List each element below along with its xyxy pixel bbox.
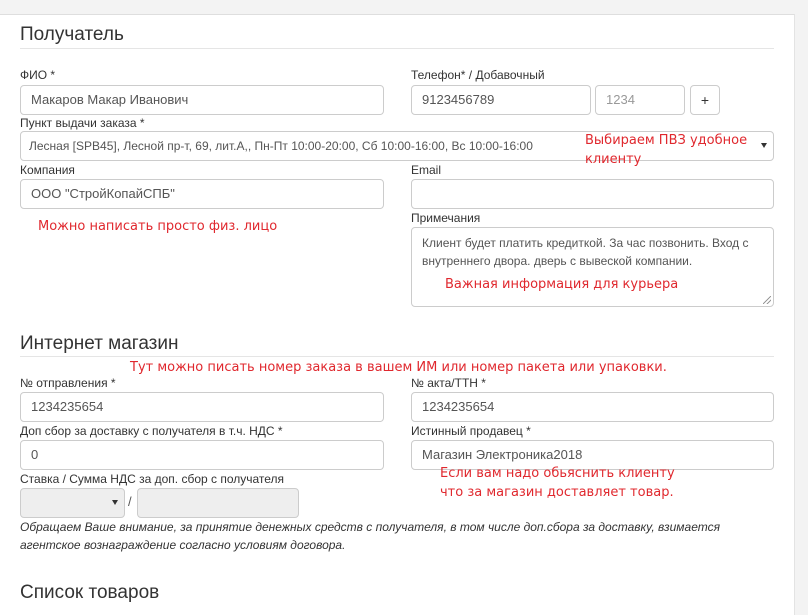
- phone-input[interactable]: 9123456789: [411, 85, 591, 115]
- resize-handle-icon[interactable]: [763, 296, 771, 304]
- seller-label: Истинный продавец *: [411, 424, 531, 438]
- section-title-goods: Список товаров: [20, 582, 160, 603]
- fio-input[interactable]: Макаров Макар Иванович: [20, 85, 384, 115]
- annotation-pvz-line2: клиенту: [585, 152, 642, 167]
- act-input[interactable]: 1234235654: [411, 392, 774, 422]
- section-title-shop: Интернет магазин: [20, 333, 179, 354]
- email-input[interactable]: [411, 179, 774, 209]
- fee-input[interactable]: 0: [20, 440, 384, 470]
- vat-rate-select[interactable]: [20, 488, 125, 518]
- fio-label: ФИО *: [20, 68, 56, 82]
- notes-label: Примечания: [411, 211, 481, 225]
- divider: [20, 356, 774, 357]
- caret-down-icon: [112, 500, 118, 505]
- vat-label: Ставка / Сумма НДС за доп. сбор с получателя: [20, 472, 285, 486]
- add-phone-button[interactable]: +: [690, 85, 720, 115]
- vat-amount-input[interactable]: [137, 488, 299, 518]
- annotation-pvz-line1: Выбираем ПВЗ удобное: [585, 133, 748, 148]
- pickup-select-value: Лесная [SPB45], Лесной пр-т, 69, лит.А,, Пн-Пт 10:00-20:00, Сб 10:00-16:00, Вс 10:00-16:00: [29, 139, 533, 153]
- caret-down-icon: [761, 143, 767, 148]
- shipment-label: № отправления *: [20, 376, 116, 390]
- shipment-input[interactable]: 1234235654: [20, 392, 384, 422]
- annotation-company: Можно написать просто физ. лицо: [38, 219, 278, 234]
- annotation-notes: Важная информация для курьера: [445, 277, 679, 292]
- annotation-seller-line2: что за магазин доставляет товар.: [440, 485, 674, 500]
- seller-input[interactable]: Магазин Электроника2018: [411, 440, 774, 470]
- phone-ext-input[interactable]: 1234: [595, 85, 685, 115]
- annotation-seller-line1: Если вам надо обьяснить клиенту: [440, 466, 675, 481]
- notes-text: Клиент будет платить кредиткой. За час позвонить. Вход с внутреннего двора. дверь с вывеской компании.: [422, 236, 749, 268]
- vat-separator: /: [128, 494, 132, 509]
- company-input[interactable]: ООО "СтройКопайСПБ": [20, 179, 384, 209]
- annotation-order: Тут можно писать номер заказа в вашем ИМ или номер пакета или упаковки.: [130, 360, 667, 375]
- notes-textarea[interactable]: [411, 227, 774, 307]
- phone-label: Телефон* / Добавочный: [411, 68, 545, 82]
- fee-label: Доп сбор за доставку с получателя в т.ч. НДС *: [20, 424, 283, 438]
- agency-fee-note: Обращаем Ваше внимание, за принятие денежных средств с получателя, в том числе доп.сбора за доставку, взимается агентское вознаграждение согласно условиям договора.: [20, 520, 721, 552]
- pickup-label: Пункт выдачи заказа *: [20, 116, 145, 130]
- company-label: Компания: [20, 163, 75, 177]
- act-label: № акта/ТТН *: [411, 376, 486, 390]
- divider: [20, 48, 774, 49]
- email-label: Email: [411, 163, 442, 177]
- section-title-recipient: Получатель: [20, 24, 124, 45]
